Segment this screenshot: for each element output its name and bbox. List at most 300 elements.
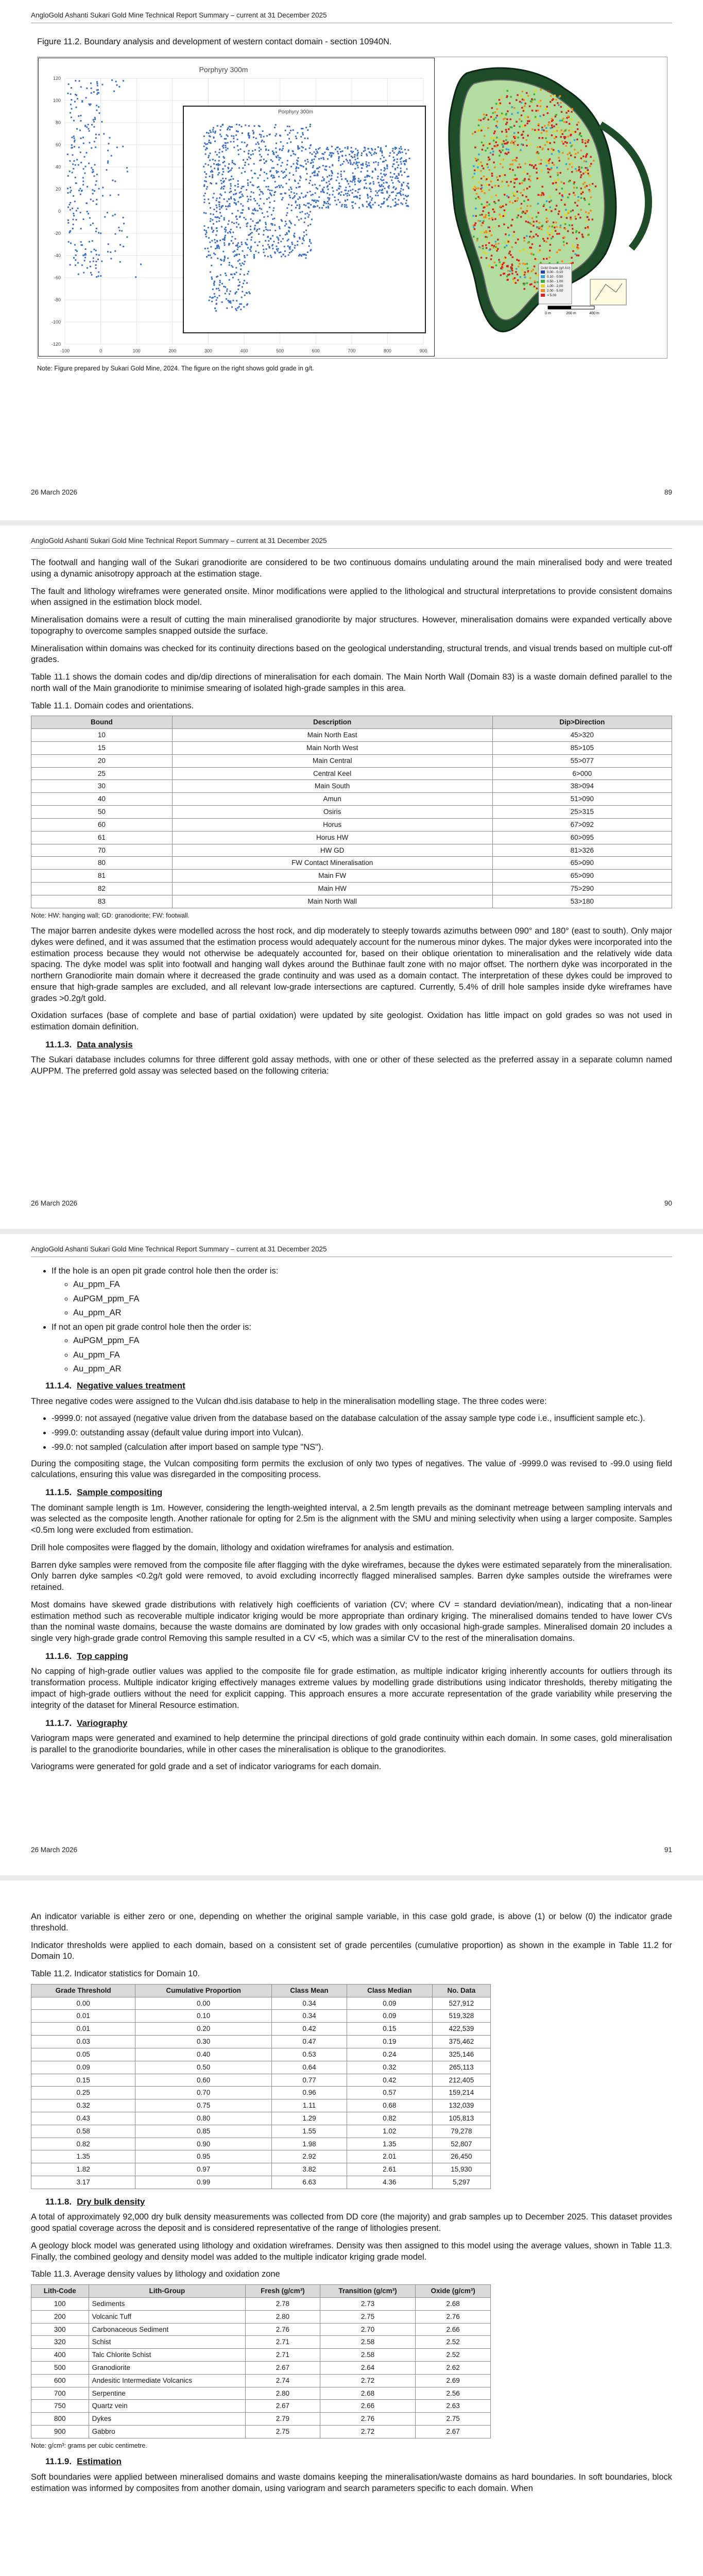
section-heading <box>45 1039 672 1050</box>
sample-point <box>213 163 215 165</box>
sample-point <box>256 229 258 230</box>
grade-sample <box>561 141 563 143</box>
grade-sample <box>565 145 567 147</box>
list-item: • -9999.0: not assayed (negative value driven from the database based on the database calculation of the assay sample type code i.e., insufficient sample etc.). <box>52 1413 672 1425</box>
grade-sample <box>530 205 532 207</box>
sample-point <box>73 224 74 225</box>
grade-sample <box>511 273 513 275</box>
grade-sample <box>572 210 574 212</box>
sample-point <box>216 227 217 229</box>
sample-point <box>404 172 405 173</box>
sample-point <box>358 207 360 209</box>
table-cell: 52,807 <box>432 2138 490 2150</box>
sample-point <box>356 197 358 198</box>
page-number: 90 <box>664 1199 672 1207</box>
sample-point <box>248 132 249 134</box>
sample-point <box>221 124 223 126</box>
sample-point <box>73 257 75 259</box>
sample-point <box>263 234 264 235</box>
sample-point <box>318 200 319 202</box>
domain-row <box>31 895 672 908</box>
sample-point <box>109 137 110 139</box>
sample-point <box>212 171 213 173</box>
sample-point <box>96 81 98 83</box>
sample-point <box>300 218 302 219</box>
sample-point <box>94 190 95 192</box>
sample-point <box>95 137 97 139</box>
sample-point <box>352 205 353 207</box>
sample-point <box>337 153 339 155</box>
sample-point <box>111 79 113 81</box>
sample-point <box>284 250 286 252</box>
sample-point <box>267 236 268 238</box>
sample-point <box>222 145 224 147</box>
sample-point <box>208 132 210 134</box>
grade-sample <box>567 135 569 138</box>
grade-sample <box>584 187 586 189</box>
grade-sample <box>545 127 547 129</box>
grade-sample <box>477 163 479 165</box>
sample-point <box>73 168 74 170</box>
sample-point <box>318 148 319 150</box>
sample-point <box>301 193 302 194</box>
grade-sample <box>476 238 478 240</box>
y-tick-label: -20 <box>54 231 61 236</box>
grade-sample <box>477 130 479 132</box>
sample-point <box>354 168 356 170</box>
sample-point <box>275 135 276 137</box>
grade-sample <box>551 124 553 126</box>
sample-point <box>217 169 219 171</box>
sample-point <box>204 193 206 194</box>
sample-point <box>249 293 251 294</box>
sample-point <box>78 164 79 166</box>
sample-point <box>318 196 320 198</box>
sample-point <box>400 202 402 204</box>
grade-sample <box>534 258 536 260</box>
grade-sample <box>482 210 484 212</box>
grade-sample <box>526 235 528 238</box>
sample-point <box>377 195 379 196</box>
grade-sample <box>554 180 556 182</box>
table-cell: 800 <box>31 2413 89 2426</box>
sample-point <box>310 224 311 225</box>
grade-sample <box>540 89 542 91</box>
density-row <box>31 2361 491 2374</box>
grade-sample <box>549 250 551 252</box>
grade-sample <box>524 263 526 265</box>
sample-point <box>242 291 243 293</box>
grade-sample <box>572 250 574 252</box>
grade-sample <box>515 271 517 273</box>
grade-sample <box>574 181 576 183</box>
domain-row <box>31 793 672 806</box>
table-cell: Horus <box>172 818 492 831</box>
sample-point <box>119 244 121 246</box>
sample-point <box>352 157 353 158</box>
sample-point <box>95 250 97 251</box>
sample-point <box>95 133 97 135</box>
grade-sample <box>585 145 587 147</box>
grade-sample <box>536 172 538 174</box>
table-cell: 0.20 <box>135 2023 272 2036</box>
sample-point <box>259 133 261 135</box>
sample-point <box>205 173 207 175</box>
sample-point <box>70 93 72 95</box>
sample-point <box>329 155 330 156</box>
grade-sample <box>515 282 517 284</box>
grade-sample <box>516 200 518 202</box>
sample-point <box>286 183 287 184</box>
sample-point <box>403 182 404 183</box>
sample-point <box>329 204 331 205</box>
sample-point <box>322 176 323 178</box>
grade-sample <box>510 254 512 256</box>
sample-point <box>236 272 237 273</box>
table-cell: 0.09 <box>347 1997 432 2010</box>
indicator-row <box>31 2061 491 2074</box>
indicator-row <box>31 2125 491 2138</box>
sample-point <box>217 125 218 127</box>
grade-sample <box>510 181 512 183</box>
sample-point <box>357 192 358 193</box>
sample-point <box>273 177 275 178</box>
sample-point <box>245 242 246 244</box>
sample-point <box>229 231 231 232</box>
sample-point <box>253 163 255 165</box>
sample-point <box>227 232 229 233</box>
sample-point <box>344 206 346 208</box>
sample-point <box>296 162 298 164</box>
grade-sample <box>588 139 590 141</box>
sample-point <box>227 135 229 137</box>
grade-sample <box>486 257 488 259</box>
paragraph: Drill hole composites were flagged by the domain, lithology and oxidation wireframes for analysis and estimation. <box>31 1543 454 1552</box>
sample-point <box>86 88 88 89</box>
grade-sample <box>525 139 527 141</box>
sample-point <box>252 185 254 187</box>
sample-point <box>340 151 341 152</box>
sample-point <box>357 154 358 155</box>
x-tick-label: 400 <box>240 348 248 353</box>
sample-point <box>295 154 296 156</box>
sample-point <box>210 182 211 184</box>
sample-point <box>243 159 244 161</box>
grade-sample <box>493 247 495 249</box>
grade-sample <box>538 157 540 159</box>
sample-point <box>366 161 367 163</box>
grade-sample <box>537 281 539 283</box>
grade-sample <box>550 200 552 202</box>
sample-point <box>328 189 329 190</box>
sample-point <box>249 234 250 235</box>
table-cell: 75>290 <box>492 882 672 895</box>
grade-sample <box>517 239 519 241</box>
sample-point <box>231 236 233 238</box>
sample-point <box>271 214 272 215</box>
sample-point <box>263 136 265 138</box>
sample-point <box>395 177 396 179</box>
grade-sample <box>569 152 571 154</box>
page-body <box>31 1911 672 2500</box>
grade-sample <box>484 192 486 194</box>
sample-point <box>84 166 86 167</box>
sample-point <box>213 209 215 210</box>
sample-point <box>315 192 316 194</box>
sample-point <box>113 91 115 92</box>
table-header: Oxide (g/cm³) <box>416 2285 491 2298</box>
grade-sample <box>551 232 553 234</box>
grade-sample <box>561 261 563 263</box>
grade-sample <box>553 149 555 151</box>
sample-point <box>278 238 279 239</box>
grade-sample <box>501 113 503 115</box>
sample-point <box>67 188 68 189</box>
sample-point <box>234 293 236 295</box>
sample-point <box>269 201 271 203</box>
sample-point <box>211 227 213 228</box>
table-cell: Granodiorite <box>89 2361 246 2374</box>
grade-sample <box>569 193 571 195</box>
sample-point <box>208 164 209 166</box>
sample-point <box>304 217 306 219</box>
sample-point <box>228 163 230 165</box>
sample-point <box>336 189 338 191</box>
sample-point <box>230 198 232 199</box>
grade-sample <box>499 99 501 101</box>
sample-point <box>310 180 311 181</box>
sample-point <box>213 214 214 215</box>
sample-point <box>396 161 398 163</box>
table-cell: 3.17 <box>31 2176 135 2189</box>
sample-point <box>265 222 266 223</box>
grade-sample <box>481 178 483 180</box>
indicator-row <box>31 2048 491 2061</box>
sample-point <box>239 216 241 217</box>
grade-sample <box>575 153 577 155</box>
table-caption: Table 11.2. Indicator statistics for Domain 10. <box>31 1969 200 1979</box>
grade-sample <box>571 245 573 247</box>
grade-sample <box>565 121 568 123</box>
sample-point <box>266 248 267 250</box>
grade-sample <box>549 234 551 236</box>
sample-point <box>215 310 217 312</box>
table-caption: Table 11.3. Average density values by lithology and oxidation zone <box>31 2269 280 2279</box>
sample-point <box>398 173 400 175</box>
grade-sample <box>492 154 494 156</box>
grade-sample <box>555 230 557 232</box>
domain-row <box>31 780 672 793</box>
sample-point <box>288 231 290 232</box>
grade-sample <box>512 169 514 171</box>
sample-point <box>269 192 271 194</box>
sample-point <box>246 292 247 294</box>
sample-point <box>89 217 91 219</box>
sample-point <box>235 202 236 204</box>
grade-sample <box>524 105 526 107</box>
domain-row <box>31 844 672 857</box>
sample-point <box>68 204 70 206</box>
grade-sample <box>552 162 554 164</box>
sample-point <box>274 224 276 226</box>
sample-point <box>366 206 368 208</box>
sample-point <box>252 209 254 211</box>
sample-point <box>392 157 394 158</box>
table-cell: 6>000 <box>492 767 672 780</box>
sample-point <box>378 176 379 177</box>
grade-sample <box>571 166 573 168</box>
sample-point <box>253 256 255 257</box>
sample-point <box>283 253 284 255</box>
sample-point <box>119 230 121 231</box>
grade-sample <box>494 145 496 147</box>
sample-point <box>209 255 211 256</box>
grade-sample <box>533 253 535 256</box>
sample-point <box>70 104 72 105</box>
sample-point <box>348 183 349 184</box>
sample-point <box>96 109 97 111</box>
table-cell: 0.97 <box>135 2163 272 2176</box>
sample-point <box>209 202 210 204</box>
section-title: Dry bulk density <box>77 2196 145 2207</box>
sample-point <box>303 235 305 236</box>
table-header: Lith-Code <box>31 2285 89 2298</box>
sample-point <box>115 81 117 82</box>
sample-point <box>208 255 209 256</box>
grade-sample <box>506 265 508 267</box>
sample-point <box>363 150 365 152</box>
sample-point <box>358 178 359 179</box>
sample-point <box>244 255 245 257</box>
sample-point <box>70 264 71 265</box>
sample-point <box>365 163 367 165</box>
sample-point <box>327 201 329 202</box>
sample-point <box>401 184 403 186</box>
sample-point <box>212 159 214 160</box>
grade-sample <box>549 196 551 198</box>
sample-point <box>397 204 399 205</box>
sample-point <box>210 218 212 219</box>
table-header: Lith-Group <box>89 2285 246 2298</box>
sample-point <box>351 147 352 148</box>
sample-point <box>235 134 237 136</box>
sample-point <box>227 148 229 149</box>
grade-sample <box>498 243 500 245</box>
sample-point <box>251 213 253 214</box>
grade-sample <box>510 96 512 98</box>
sample-point <box>340 186 341 188</box>
sample-point <box>250 181 251 183</box>
sample-point <box>389 152 391 154</box>
sample-point <box>320 158 322 159</box>
table-cell: 375,462 <box>432 2036 490 2048</box>
grade-sample <box>568 210 570 212</box>
sample-point <box>225 293 226 294</box>
grade-sample <box>515 200 517 202</box>
grade-sample <box>486 231 488 233</box>
table-cell: Serpentine <box>89 2387 246 2400</box>
grade-sample <box>580 188 582 190</box>
grade-sample <box>499 214 501 216</box>
sample-point <box>277 155 279 157</box>
grade-sample <box>587 141 589 143</box>
grade-sample <box>556 124 558 126</box>
sample-point <box>284 171 285 173</box>
sample-point <box>72 172 73 173</box>
sample-point <box>93 91 95 93</box>
table-cell: Sediments <box>89 2297 246 2310</box>
density-row <box>31 2374 491 2387</box>
sample-point <box>257 245 259 246</box>
sample-point <box>77 208 79 209</box>
grade-sample <box>559 193 561 195</box>
table-cell: 2.75 <box>416 2413 491 2426</box>
legend-swatch <box>541 289 545 292</box>
grade-sample <box>518 266 520 268</box>
sample-point <box>395 205 397 207</box>
sample-point <box>259 154 261 156</box>
grade-sample <box>537 105 539 107</box>
grade-sample <box>539 146 541 148</box>
grade-sample <box>553 125 555 127</box>
grade-sample <box>546 159 548 161</box>
grade-sample <box>559 227 561 229</box>
sample-point <box>380 147 382 149</box>
sample-point <box>315 153 317 155</box>
grade-sample <box>508 149 510 151</box>
sample-point <box>384 168 386 170</box>
sample-point <box>305 179 307 180</box>
sample-point <box>312 194 314 195</box>
sample-point <box>214 253 216 255</box>
sample-point <box>255 143 257 145</box>
sample-point <box>380 150 381 151</box>
table-note: Note: HW: hanging wall; GD: granodiorite; FW: footwall. <box>31 911 190 919</box>
table-cell: 2.58 <box>320 2336 415 2349</box>
sample-point <box>76 128 78 130</box>
section-number: 11.1.6. <box>45 1651 72 1662</box>
grade-sample <box>477 169 479 171</box>
sample-point <box>290 187 292 188</box>
sample-point <box>265 146 266 147</box>
grade-sample <box>513 281 515 283</box>
sample-point <box>346 207 348 208</box>
grade-sample <box>575 218 577 220</box>
sample-point <box>297 132 298 133</box>
sample-point <box>78 115 79 117</box>
grade-sample <box>545 241 547 243</box>
grade-sample <box>491 196 493 198</box>
grade-sample <box>529 175 531 177</box>
grade-sample <box>493 132 495 134</box>
sample-point <box>228 179 230 181</box>
table-cell: 2.71 <box>246 2336 320 2349</box>
grade-sample <box>506 118 508 121</box>
paragraph: No capping of high-grade outlier values was applied to the composite file for grade estimation, as multiple indicator kriging inherently accounts for outliers through its transformation process. Multiple indicator kriging effectively manages extreme values by modelling grade distributions using indicator thresholds, thereby mitigating the impact of high-grade outliers without the need for explicit capping. This approach ensures a more accurate representation of the grade variability while preserving the integrity of the dataset for Mineral Resource estimation. <box>31 1667 672 1710</box>
legend-swatch <box>541 284 545 287</box>
sample-point <box>70 202 71 204</box>
sample-point <box>285 234 286 235</box>
sample-point <box>115 233 116 235</box>
grade-sample <box>571 162 573 164</box>
sample-point <box>237 186 239 188</box>
sample-point <box>216 276 217 278</box>
sample-point <box>289 197 291 198</box>
section-number: 11.1.8. <box>45 2196 72 2207</box>
sample-point <box>239 263 241 264</box>
sample-point <box>203 225 205 227</box>
grade-sample <box>515 174 517 176</box>
